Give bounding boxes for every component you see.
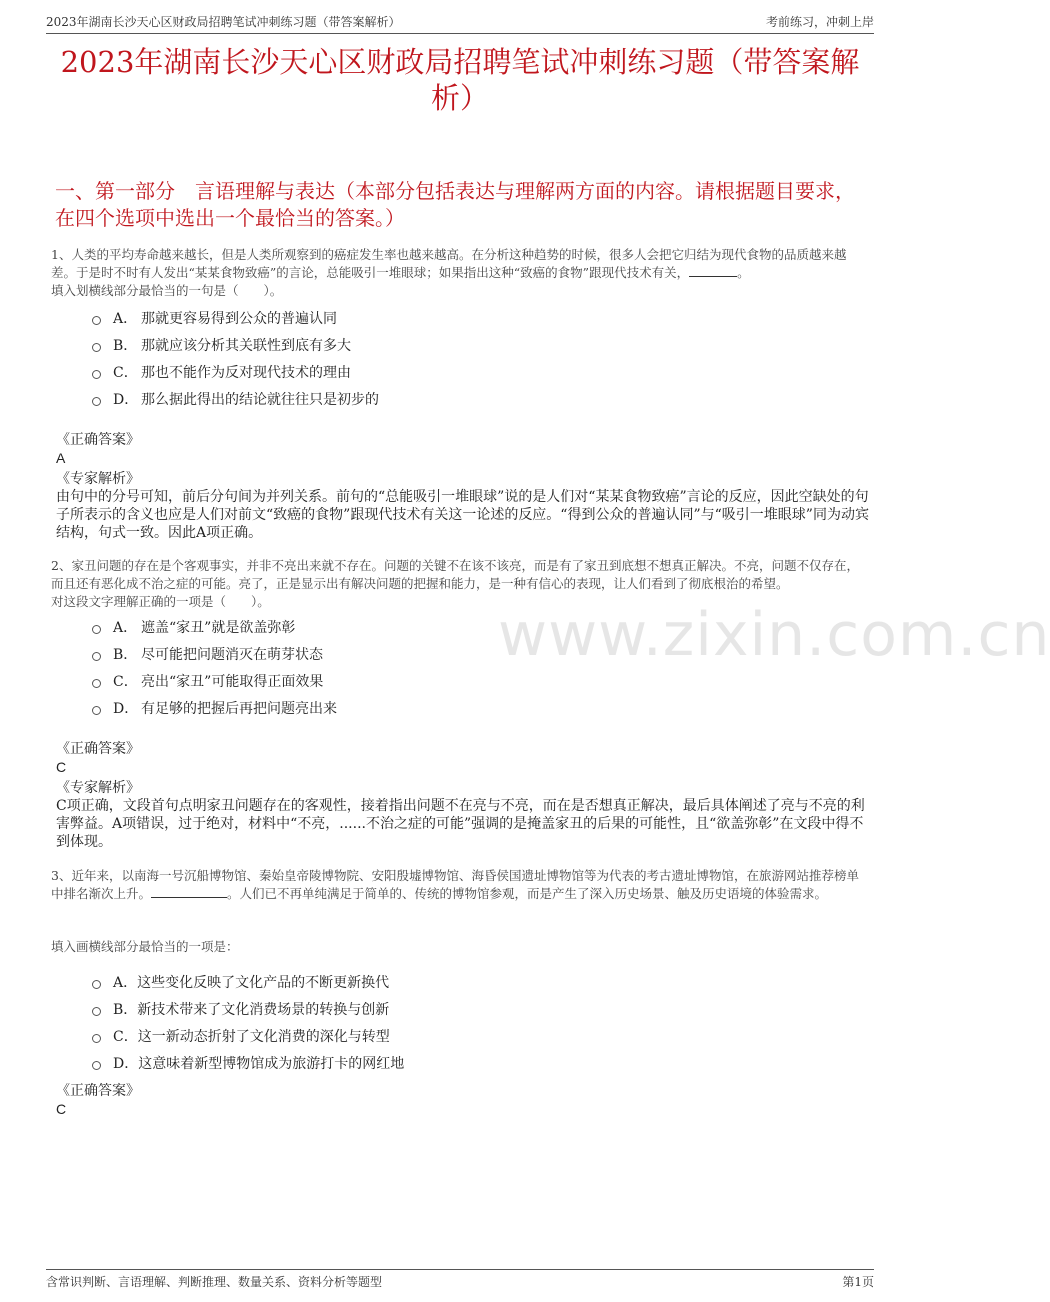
radio-icon[interactable] [92, 397, 101, 406]
radio-icon[interactable] [92, 370, 101, 379]
header-slogan: 考前练习，冲刺上岸 [765, 15, 874, 29]
q1-analysis-label: 《专家解析》 [56, 471, 140, 487]
radio-icon[interactable] [92, 625, 101, 634]
q2-option-b[interactable]: B． 尽可能把问题消灭在萌芽状态 [92, 640, 337, 667]
page-header [46, 11, 874, 34]
q2-analysis: C项正确，文段首句点明家丑问题存在的客观性，接着指出问题不在亮与不亮，而在是否想真正解决，最后具体阐述了亮与不亮的利害弊益。A项错误，过于绝对，材料中“不亮，......不治之症的可能”强调的是掩盖家丑的后果的可能性，且“欲盖弥彰”在文段中得不到体现。 [56, 798, 865, 850]
section-heading: 一、第一部分 言语理解与表达（本部分包括表达与理解两方面的内容。请根据题目要求，在四个选项中选出一个最恰当的答案。） [55, 179, 855, 230]
q3-option-c[interactable]: C． 这一新动态折射了文化消费的深化与转型 [92, 1022, 404, 1049]
q3-option-d[interactable]: D． 这意味着新型博物馆成为旅游打卡的网红地 [92, 1049, 404, 1076]
radio-icon[interactable] [92, 679, 101, 688]
q2-option-c[interactable]: C． 亮出“家丑”可能取得正面效果 [92, 667, 337, 694]
q3-answer-label: 《正确答案》 [56, 1083, 140, 1099]
q1-option-a[interactable]: A． 那就更容易得到公众的普遍认同 [92, 304, 379, 331]
footer-note: 含常识判断、言语理解、判断推理、数量关系、资料分析等题型 [46, 1275, 383, 1289]
radio-icon[interactable] [92, 652, 101, 661]
radio-icon[interactable] [92, 343, 101, 352]
fill-blank [151, 887, 227, 898]
q1-answer-label: 《正确答案》 [56, 432, 140, 448]
question-1-stem: 1、人类的平均寿命越来越长，但是人类所观察到的癌症发生率也越来越高。在分析这种趋势的时候，很多人会把它归结为现代食物的品质越来越差。于是时不时有人发出“某某食物致癌”的言论，总能吸引一堆眼球；如果指出这种“致癌的食物”跟现代技术有关， 。 填入划横线部分最恰当的一句是（ ）。 [51, 247, 847, 298]
q1-analysis: 由句中的分号可知，前后分句间为并列关系。前句的“总能吸引一堆眼球”说的是人们对“某某食物致癌”言论的反应，因此空缺处的句子所表示的含义也应是人们对前文“致癌的食物”跟现代技术有关这一论述的反应。“得到公众的普遍认同”与“吸引一堆眼球”同为动宾结构，句式一致。因此A项正确。 [56, 489, 869, 541]
question-1-options [92, 304, 379, 412]
header-doc-title: 2023年湖南长沙天心区财政局招聘笔试冲刺练习题（带答案解析） [46, 15, 401, 29]
radio-icon[interactable] [92, 1061, 101, 1070]
q2-answer-label: 《正确答案》 [56, 741, 140, 757]
page-number: 第1页 [842, 1275, 874, 1289]
q2-answer: C [56, 759, 67, 775]
radio-icon[interactable] [92, 1034, 101, 1043]
q1-answer: A [56, 450, 66, 466]
q3-answer: C [56, 1101, 67, 1117]
q1-option-d[interactable]: D． 那么据此得出的结论就往往只是初步的 [92, 385, 379, 412]
page-footer [46, 1269, 874, 1292]
radio-icon[interactable] [92, 980, 101, 989]
watermark: www.zixin.com.cn [498, 600, 1050, 670]
radio-icon[interactable] [92, 316, 101, 325]
q3-option-a[interactable]: A． 这些变化反映了文化产品的不断更新换代 [92, 968, 404, 995]
document-title: 2023年湖南长沙天心区财政局招聘笔试冲刺练习题（带答案解析） [60, 45, 860, 115]
q1-option-b[interactable]: B． 那就应该分析其关联性到底有多大 [92, 331, 379, 358]
q3-option-b[interactable]: B． 新技术带来了文化消费场景的转换与创新 [92, 995, 404, 1022]
fill-blank [689, 266, 737, 277]
radio-icon[interactable] [92, 1007, 101, 1016]
question-3-stem: 3、近年来，以南海一号沉船博物馆、秦始皇帝陵博物院、安阳殷墟博物馆、海昏侯国遗址博物馆等为代表的考古遗址博物馆，在旅游网站推荐榜单中排名渐次上升。 。人们已不再单纯满足于简单的、传统的博物馆参观，而是产生了深入历史场景、触及历史语境的体验需求。 [51, 868, 859, 901]
question-2-prompt: 对这段文字理解正确的一项是（ ）。 [51, 594, 270, 609]
question-1-prompt: 填入划横线部分最恰当的一句是（ ）。 [51, 283, 283, 298]
question-3-prompt: 填入画横线部分最恰当的一项是： [51, 939, 239, 954]
question-2-options [92, 613, 337, 721]
question-2-stem: 2、家丑问题的存在是个客观事实，并非不亮出来就不存在。问题的关键不在该不该亮，而是有了家丑到底想不想真正解决。不亮，问题不仅存在，而且还有恶化成不治之症的可能。亮了，正是显示出有解决问题的把握和能力，是一种有信心的表现，让人们看到了彻底根治的希望。 对这段文字理解正确的一项是（ ）。 [51, 558, 859, 609]
q2-option-d[interactable]: D． 有足够的把握后再把问题亮出来 [92, 694, 337, 721]
q1-option-c[interactable]: C． 那也不能作为反对现代技术的理由 [92, 358, 379, 385]
q2-analysis-label: 《专家解析》 [56, 780, 140, 796]
q2-option-a[interactable]: A． 遮盖“家丑”就是欲盖弥彰 [92, 613, 337, 640]
radio-icon[interactable] [92, 706, 101, 715]
question-3-options [92, 968, 404, 1076]
